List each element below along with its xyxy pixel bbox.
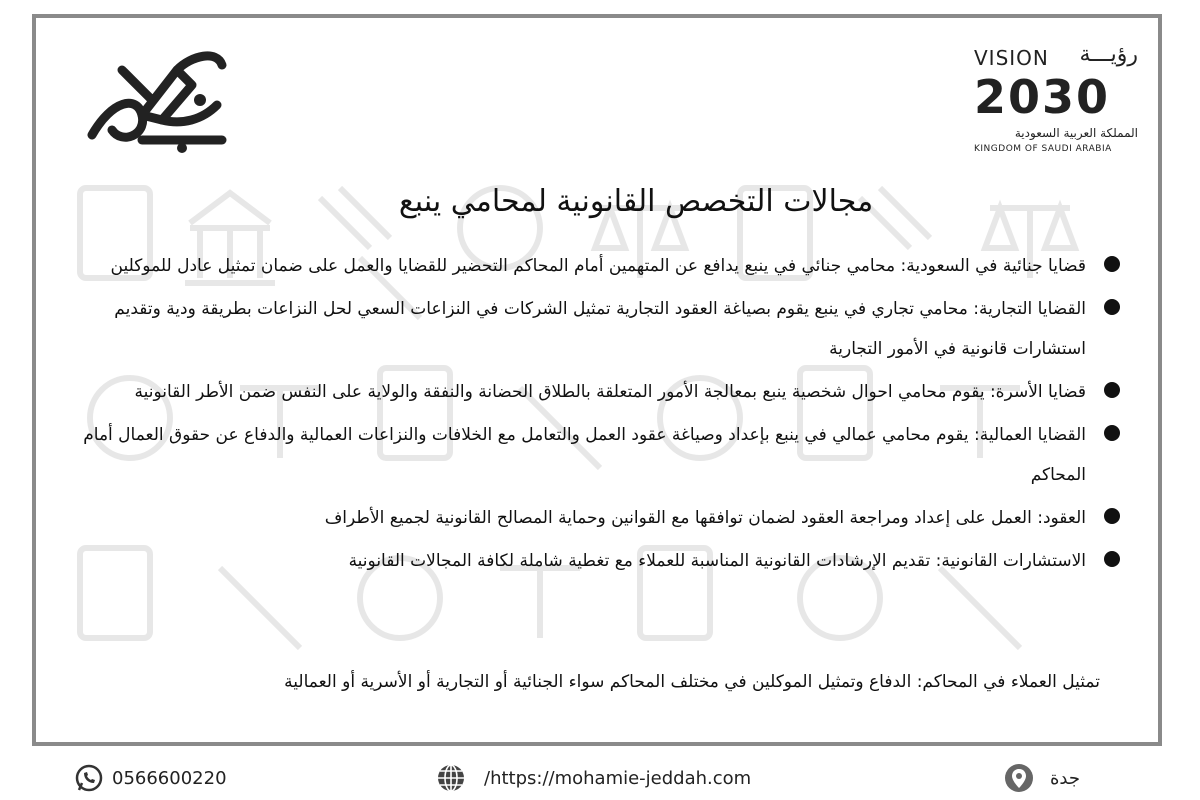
court-representation-line: تمثيل العملاء في المحاكم: الدفاع وتمثيل الموكلين في مختلف المحاكم سواء الجنائية أو التجارية أو الأسرية أو العمالية [284,672,1100,692]
vision-2030-logo [974,42,1144,156]
bullet-dot-icon [1104,382,1120,398]
phone-contact[interactable] [74,762,227,794]
vision-label: VISION [974,46,1049,70]
page-title: مجالات التخصص القانونية لمحامي ينبع [398,184,874,219]
list-item: قضايا جنائية في السعودية: محامي جنائي في ينبع يدافع عن المتهمين أمام المحاكم التحضير للقضايا والعمل على ضمان تمثيل عادل للموكلين [60,246,1120,286]
whatsapp-icon [74,763,104,793]
list-item: الاستشارات القانونية: تقديم الإرشادات القانونية المناسبة للعملاء مع تغطية شاملة لكافة المجالات القانونية [60,541,1120,581]
calligraphy-logo [82,40,232,160]
bullet-dot-icon [1104,256,1120,272]
specialties-list [60,246,1120,584]
footer [0,756,1200,800]
kingdom-name-en: KINGDOM OF SAUDI ARABIA [974,144,1112,154]
list-item: العقود: العمل على إعداد ومراجعة العقود لضمان توافقها مع القوانين وحماية المصالح القانونية لجميع الأطراف [60,498,1120,538]
website-link[interactable] [436,762,751,794]
location-city: جدة [1050,767,1081,789]
bullet-dot-icon [1104,425,1120,441]
bullet-dot-icon [1104,508,1120,524]
list-item: قضايا الأسرة: يقوم محامي احوال شخصية ينبع بمعالجة الأمور المتعلقة بالطلاق الحضانة والنفقة والولاية على النفس ضمن الأطر القانونية [60,372,1120,412]
location-contact[interactable] [1004,762,1080,794]
vision-year: 2030 [974,70,1111,124]
globe-icon [436,763,466,793]
bullet-dot-icon [1104,299,1120,315]
list-item: القضايا العمالية: يقوم محامي عمالي في ينبع بإعداد وصياغة عقود العمل والتعامل مع الخلافات والنزاعات العمالية والدفاع عن حقوق العمال أمام المحاكم [60,415,1120,495]
list-item: القضايا التجارية: محامي تجاري في ينبع يقوم بصياغة العقود التجارية تمثيل الشركات في النزاعات السعي لحل النزاعات بطريقة ودية وتقديم استشارات قانونية في الأمور التجارية [60,289,1120,369]
location-pin-icon [1004,763,1034,793]
website-url: /https://mohamie-jeddah.com [484,767,752,789]
bullet-dot-icon [1104,551,1120,567]
vision-label-ar: رؤيـــة [1079,42,1138,67]
kingdom-name-ar: المملكة العربية السعودية [1014,126,1138,140]
phone-number: 0566600220 [112,767,227,789]
